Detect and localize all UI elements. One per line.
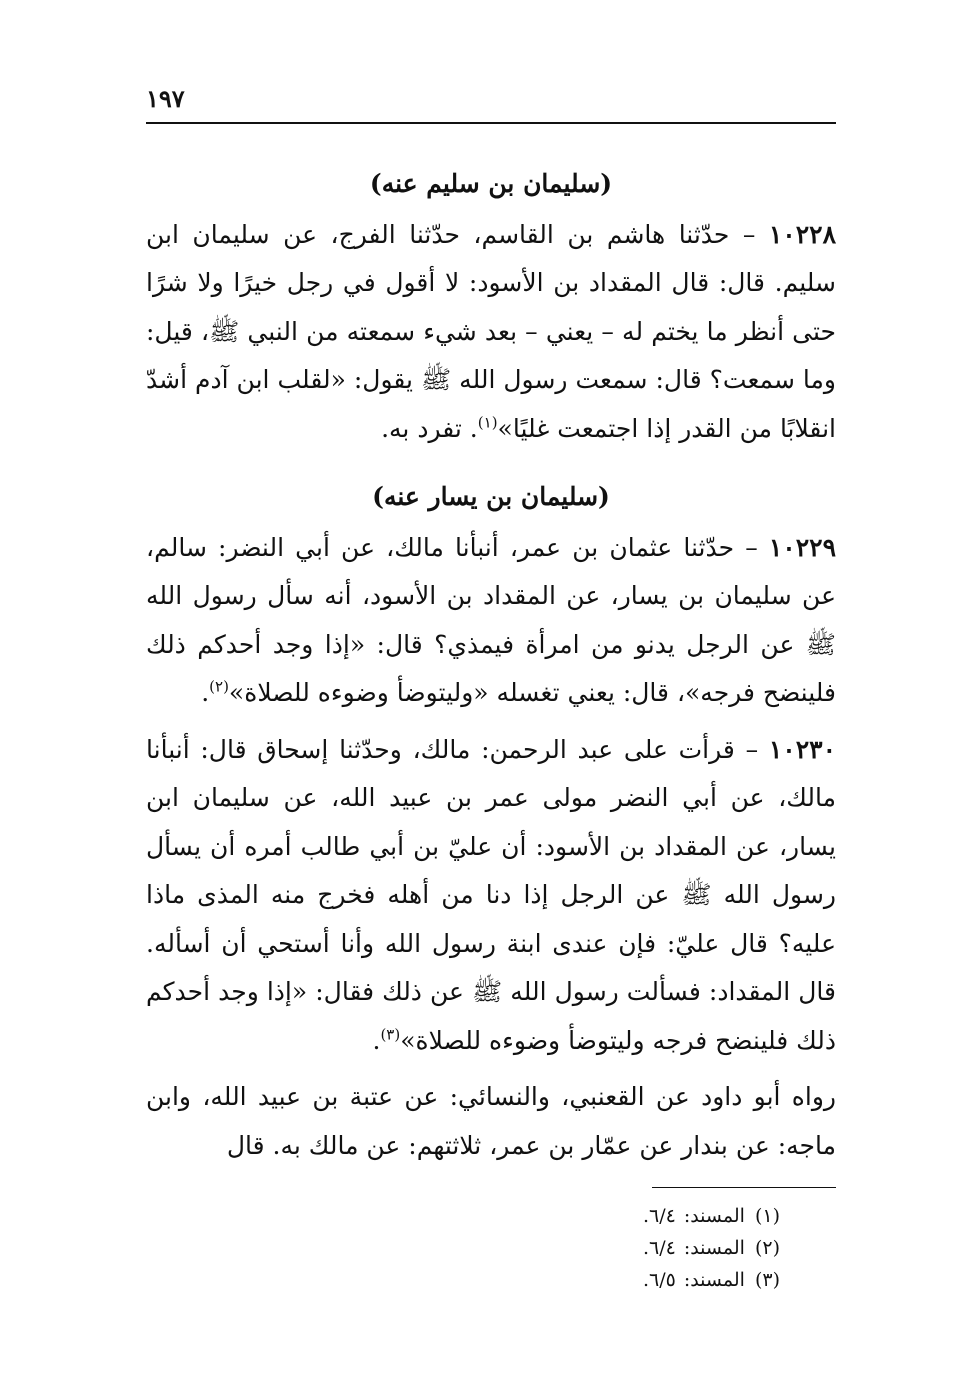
page-body (146, 160, 836, 1170)
hadith-10229 (146, 524, 836, 718)
hadith-number: ١٠٢٣٠ (768, 734, 836, 764)
closing-paragraph: رواه أبو داود عن القعنبي، والنسائي: عن عتبة بن عبيد الله، وابن ماجه: عن بندار عن عمّار بن عمر، ثلاثتهم: عن مالك به. قال (146, 1082, 836, 1160)
hadith-number: ١٠٢٢٩ (768, 532, 836, 562)
section-heading-sulayman-bin-sulaym: (سليمان بن سليم عنه) (369, 169, 613, 198)
footnote-marker: (٢) (209, 677, 229, 696)
hadith-10230 (146, 726, 836, 1066)
footnote-rule (652, 1187, 836, 1188)
hadith-text-end: . تفرد به. (381, 413, 478, 443)
footnote-ref: ٦/٤. (642, 1205, 676, 1227)
hadith-text-end: . (372, 1025, 381, 1055)
hadith-text: – قرأت على عبد الرحمن: مالك، وحدّثنا إسحاق قال: أنبأنا مالك، عن أبي النضر مولى عمر بن عبيد الله، عن سليمان ابن يسار، عن المقداد بن الأسود: أن عليّ بن أبي طالب أمره أن يسأل رسول الله ﷺ عن الرجل إذا دنا من أهله فخرج منه المذى ماذا عليه؟ قال عليّ: فإن عندى ابنة رسول الله وأنا أستحي أن أسأله. قال المقداد: فسألت رسول الله ﷺ عن ذلك فقال: «إذا وجد أحدكم ذلك فلينضح فرجه وليتوضأ وضوءه للصلاة» (146, 734, 836, 1055)
footnote-ref: ٦/٤. (642, 1237, 676, 1259)
hadith-10228 (146, 211, 836, 454)
footnote-source: المسند: (683, 1237, 745, 1259)
footnote-item (643, 1232, 780, 1264)
footnote-marker: (٣) (380, 1025, 401, 1044)
footnote-item (643, 1264, 780, 1296)
footnote-marker: (١) (477, 413, 498, 432)
footnote-label: (٣) (754, 1269, 780, 1291)
hadith-text-end: . (201, 678, 210, 707)
footnotes (643, 1200, 780, 1296)
footnote-label: (٢) (754, 1237, 780, 1259)
page-number: ١٩٧ (146, 84, 185, 113)
footnote-item (643, 1200, 780, 1232)
hadith-number: ١٠٢٢٨ (768, 219, 836, 249)
hadith-text: – حدّثنا هاشم بن القاسم، حدّثنا الفرج، عن سليمان ابن سليم. قال: قال المقداد بن الأسود: لا أقول في رجل خيرًا ولا شرًا حتى أنظر ما يختم له – يعني – بعد شيء سمعته من النبي ﷺ، قيل: وما سمعت؟ قال: سمعت رسول الله ﷺ يقول: «لقلب ابن آدم أشدّ انقلابًا من القدر إذا اجتمعت غليًا» (146, 219, 836, 443)
footnote-label: (١) (754, 1205, 780, 1227)
section-heading-sulayman-bin-yasar: (سليمان بن يسار عنه) (372, 482, 610, 511)
footnote-source: المسند: (683, 1205, 745, 1227)
header-rule (146, 122, 836, 124)
hadith-text: – حدّثنا عثمان بن عمر، أنبأنا مالك، عن أبي النضر: سالم، عن سليمان بن يسار، عن المقداد بن الأسود، أنه سأل رسول الله ﷺ عن الرجل يدنو من امرأة فيمذي؟ قال: «إذا وجد أحدكم ذلك فلينضح فرجه»، قال: يعني تغسله «وليتوضأ وضوءه للصلاة» (146, 532, 836, 707)
footnote-source: المسند: (683, 1269, 745, 1291)
footnote-ref: ٦/٥. (642, 1269, 676, 1291)
